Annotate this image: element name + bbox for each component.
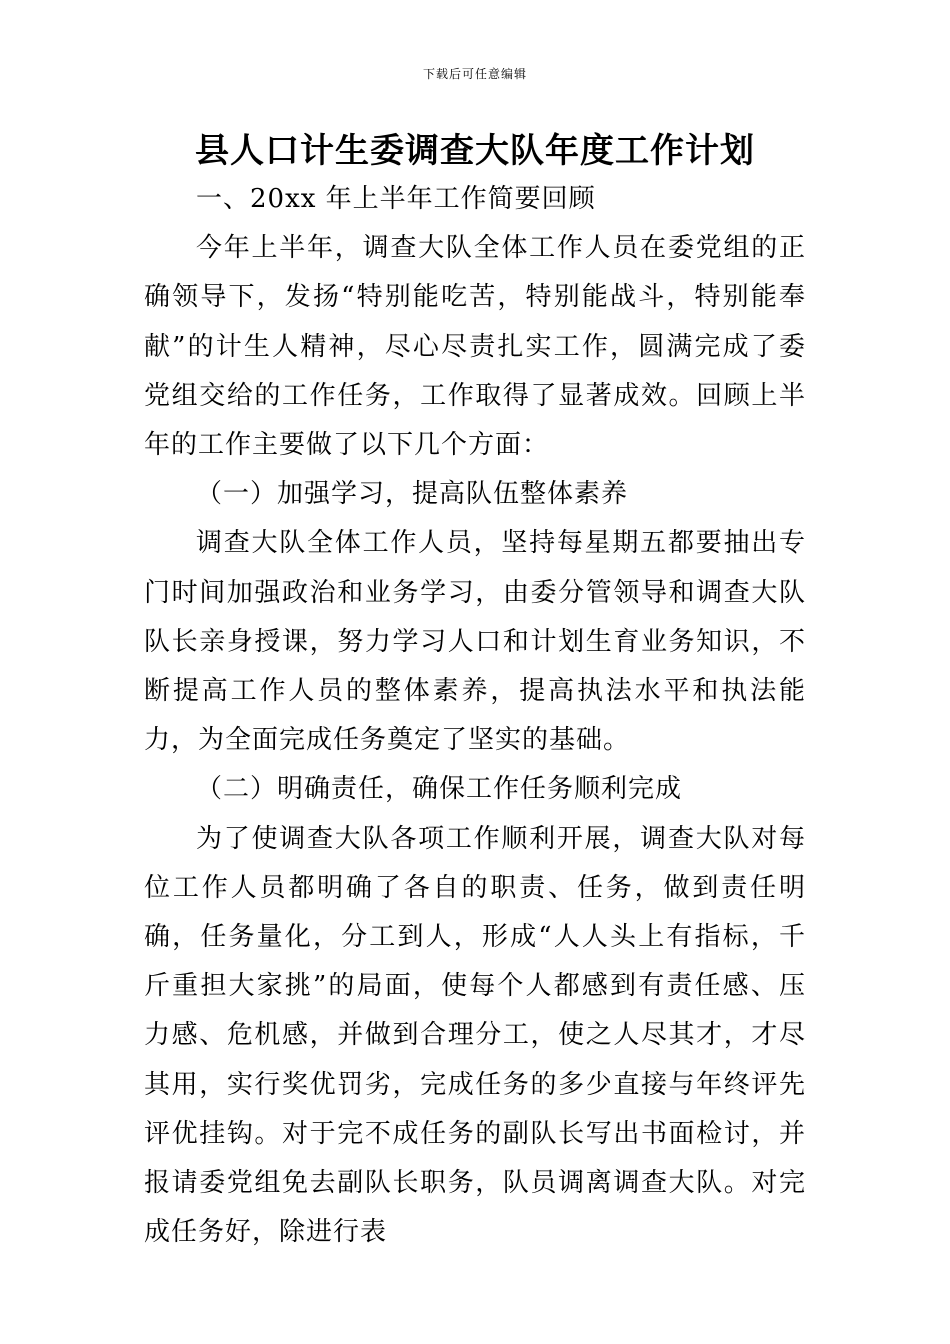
paragraph-3: 为了使调查大队各项工作顺利开展，调查大队对每位工作人员都明确了各自的职责、任务，做到责任明确，任务量化，分工到人，形成“人人头上有指标，千斤重担大家挑”的局面，使每个人都感到有责任感、压力感、危机感，并做到合理分工，使之人尽其才，才尽其用，实行奖优罚劣，完成任务的多少直接与年终评先评优挂钩。对于完不成任务的副队长写出书面检讨，并报请委党组免去副队长职务，队员调离调查大队。对完成任务好，除进行表 <box>144 823 806 1248</box>
paragraph-1: 今年上半年，调查大队全体工作人员在委党组的正确领导下，发扬“特别能吃苦，特别能战斗，特别能奉献”的计生人精神，尽心尽责扎实工作，圆满完成了委党组交给的工作任务，工作取得了显著成效。回顾上半年的工作主要做了以下几个方面： <box>144 233 806 461</box>
header-note: 下载后可任意编辑 <box>422 67 527 81</box>
document-title: 县人口计生委调查大队年度工作计划 <box>195 131 755 171</box>
section-heading-1: 一、20xx 年上半年工作简要回顾 <box>196 184 596 214</box>
subsection-heading-1: （一）加强学习，提高队伍整体素养 <box>196 479 629 510</box>
document-body <box>144 175 806 1257</box>
subsection-heading-2: （二）明确责任，确保工作任务顺利完成 <box>196 774 683 805</box>
paragraph-2: 调查大队全体工作人员，坚持每星期五都要抽出专门时间加强政治和业务学习，由委分管领导和调查大队队长亲身授课，努力学习人口和计划生育业务知识，不断提高工作人员的整体素养，提高执法水平和执法能力，为全面完成任务奠定了坚实的基础。 <box>144 528 806 756</box>
